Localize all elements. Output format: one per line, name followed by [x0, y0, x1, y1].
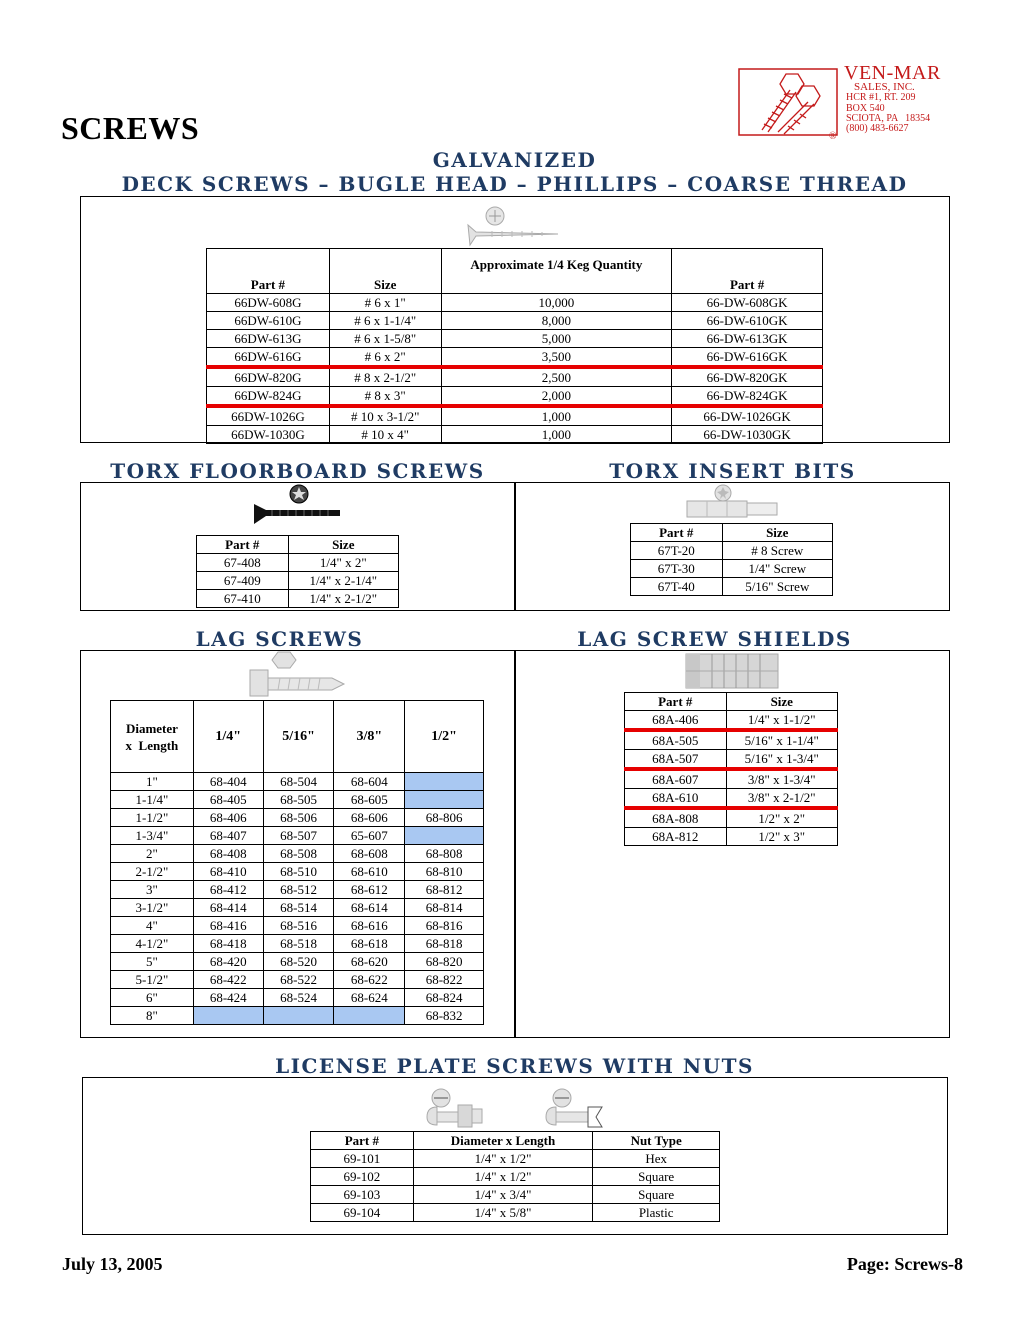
logo-phone: (800) 483-6627	[846, 123, 909, 134]
column-header: Approximate 1/4 Keg Quantity	[441, 249, 672, 294]
cell: 5,000	[441, 330, 672, 348]
table-row	[207, 387, 823, 407]
table-row	[625, 808, 838, 828]
lag-screws-heading: LAG SCREWS	[195, 627, 364, 651]
lag-screw-shields-heading: LAG SCREW SHIELDS	[577, 627, 852, 651]
column-header: Size	[722, 524, 832, 542]
cell: # 10 x 4"	[329, 426, 441, 444]
cell: # 10 x 3-1/2"	[329, 406, 441, 426]
unavailable-cell	[193, 1007, 263, 1025]
cell: 1-1/2"	[111, 809, 194, 827]
cell: Square	[593, 1186, 720, 1204]
unavailable-cell	[405, 827, 484, 845]
cell: 4"	[111, 917, 194, 935]
cell: 8"	[111, 1007, 194, 1025]
corner-header	[111, 701, 194, 773]
logo-address-3: SCIOTA, PA 18354	[846, 113, 931, 124]
cell: 6"	[111, 989, 194, 1007]
cell: 67-408	[197, 554, 289, 572]
cell: 3"	[111, 881, 194, 899]
table-row	[207, 312, 823, 330]
cell: 1/2" x 3"	[726, 828, 837, 846]
cell: 1/4" x 5/8"	[413, 1204, 593, 1222]
column-header: Diameter x Length	[413, 1132, 593, 1150]
footer-date: July 13, 2005	[62, 1254, 163, 1274]
plastic-nut-screw-icon	[542, 1087, 606, 1129]
cell: 68-824	[405, 989, 484, 1007]
cell: 4-1/2"	[111, 935, 194, 953]
galvanized-heading: GALVANIZED	[432, 148, 597, 172]
table-row	[111, 935, 484, 953]
cell: 66DW-1026G	[207, 406, 330, 426]
unavailable-cell	[263, 1007, 334, 1025]
hex-nut-screw-icon	[424, 1087, 486, 1129]
table-row	[207, 348, 823, 368]
torx-floorboard-heading: TORX FLOORBOARD SCREWS	[110, 459, 485, 483]
cell: 68-424	[193, 989, 263, 1007]
cell: 5"	[111, 953, 194, 971]
cell: 5/16" Screw	[722, 578, 832, 596]
cell: 1/4" x 2-1/2"	[288, 590, 398, 608]
cell: 68-412	[193, 881, 263, 899]
corner-header-line-2: x Length	[125, 737, 179, 753]
corner-header-line-1: Diameter	[125, 720, 178, 736]
table-row	[111, 917, 484, 935]
cell: 67T-20	[631, 542, 723, 560]
column-header: 3/8"	[334, 701, 405, 773]
column-header: 5/16"	[263, 701, 334, 773]
cell: 66DW-820G	[207, 367, 330, 387]
torx-floorboard-table	[196, 535, 399, 608]
column-header: Size	[329, 249, 441, 294]
cell: 68-414	[193, 899, 263, 917]
cell: 1/2" x 2"	[726, 808, 837, 828]
logo-name: VEN-MAR	[844, 62, 941, 84]
table-row	[111, 863, 484, 881]
cell: 68-806	[405, 809, 484, 827]
cell: 68-504	[263, 773, 334, 791]
cell: # 8 x 2-1/2"	[329, 367, 441, 387]
table-row	[197, 554, 399, 572]
cell: 68-420	[193, 953, 263, 971]
cell: 68-820	[405, 953, 484, 971]
cell: 68-616	[334, 917, 405, 935]
cell: 68-614	[334, 899, 405, 917]
cell: 66-DW-610GK	[672, 312, 823, 330]
cell: 68-604	[334, 773, 405, 791]
unavailable-cell	[334, 1007, 405, 1025]
cell: 1,000	[441, 406, 672, 426]
cell: 68-416	[193, 917, 263, 935]
cell: 68-810	[405, 863, 484, 881]
torx-divider	[514, 482, 516, 611]
cell: 2"	[111, 845, 194, 863]
cell: 68A-607	[625, 769, 727, 789]
column-header: 1/2"	[405, 701, 484, 773]
column-header: Part #	[672, 249, 823, 294]
cell: 69-104	[311, 1204, 414, 1222]
cell: 8,000	[441, 312, 672, 330]
license-plate-table	[310, 1131, 720, 1222]
cell: Plastic	[593, 1204, 720, 1222]
cell: 69-103	[311, 1186, 414, 1204]
cell: 66DW-608G	[207, 294, 330, 312]
cell: 1"	[111, 773, 194, 791]
cell: 1-3/4"	[111, 827, 194, 845]
torx-insert-bits-heading: TORX INSERT BITS	[609, 459, 856, 483]
cell: 5-1/2"	[111, 971, 194, 989]
table-row	[631, 560, 833, 578]
torx-floorboard-screw-icon	[252, 484, 344, 530]
cell: 68-622	[334, 971, 405, 989]
cell: 66-DW-820GK	[672, 367, 823, 387]
column-header: Part #	[625, 693, 727, 711]
column-header: Part #	[207, 249, 330, 294]
cell: 69-101	[311, 1150, 414, 1168]
cell: 3-1/2"	[111, 899, 194, 917]
cell: 1/4" x 1/2"	[413, 1168, 593, 1186]
cell: 66-DW-613GK	[672, 330, 823, 348]
cell: 68-606	[334, 809, 405, 827]
cell: # 6 x 1-5/8"	[329, 330, 441, 348]
table-row	[111, 899, 484, 917]
cell: 68-520	[263, 953, 334, 971]
deck-screws-table	[206, 248, 823, 444]
table-row	[311, 1204, 720, 1222]
table-row	[111, 989, 484, 1007]
table-row	[207, 406, 823, 426]
cell: 68-418	[193, 935, 263, 953]
table-row	[625, 789, 838, 809]
cell: 2,500	[441, 367, 672, 387]
cell: 68-518	[263, 935, 334, 953]
cell: # 6 x 1-1/4"	[329, 312, 441, 330]
cell: 68A-812	[625, 828, 727, 846]
cell: 10,000	[441, 294, 672, 312]
cell: 5/16" x 1-1/4"	[726, 730, 837, 750]
cell: 68-808	[405, 845, 484, 863]
page-title: SCREWS	[61, 110, 200, 146]
unavailable-cell	[405, 773, 484, 791]
cell: 66DW-824G	[207, 387, 330, 407]
table-row	[111, 881, 484, 899]
cell: 2-1/2"	[111, 863, 194, 881]
table-row	[311, 1150, 720, 1168]
cell: 1/4" x 2-1/4"	[288, 572, 398, 590]
cell: 66-DW-1026GK	[672, 406, 823, 426]
lag-screw-shield-icon	[684, 652, 780, 690]
table-row	[111, 773, 484, 791]
torx-insert-bit-icon	[685, 483, 781, 519]
logo-company: SALES, INC.	[854, 81, 915, 93]
table-row	[207, 294, 823, 312]
table-row	[111, 1007, 484, 1025]
cell: 68-605	[334, 791, 405, 809]
cell: 67T-30	[631, 560, 723, 578]
cell: 68-505	[263, 791, 334, 809]
table-row	[311, 1186, 720, 1204]
cell: # 6 x 1"	[329, 294, 441, 312]
cell: 1/4" x 3/4"	[413, 1186, 593, 1204]
cell: 67-410	[197, 590, 289, 608]
cell: 68A-507	[625, 750, 727, 770]
cell: 68A-406	[625, 711, 727, 731]
cell: 67T-40	[631, 578, 723, 596]
table-row	[207, 367, 823, 387]
lag-screws-table	[110, 700, 484, 1025]
cell: 68-404	[193, 773, 263, 791]
table-row	[111, 953, 484, 971]
cell: 3/8" x 2-1/2"	[726, 789, 837, 809]
table-row	[111, 845, 484, 863]
cell: # 6 x 2"	[329, 348, 441, 368]
cell: 66-DW-824GK	[672, 387, 823, 407]
table-row	[111, 827, 484, 845]
cell: 68-422	[193, 971, 263, 989]
column-header: Size	[288, 536, 398, 554]
logo-address-2: BOX 540	[846, 103, 885, 114]
table-row	[207, 426, 823, 444]
cell: 68-516	[263, 917, 334, 935]
cell: # 8 x 3"	[329, 387, 441, 407]
cell: 68-507	[263, 827, 334, 845]
table-row	[111, 791, 484, 809]
cell: Hex	[593, 1150, 720, 1168]
cell: 68-620	[334, 953, 405, 971]
column-header: Size	[726, 693, 837, 711]
table-row	[197, 572, 399, 590]
table-row	[111, 971, 484, 989]
column-header: 1/4"	[193, 701, 263, 773]
table-row	[631, 542, 833, 560]
cell: 68-618	[334, 935, 405, 953]
cell: 68-407	[193, 827, 263, 845]
cell: 5/16" x 1-3/4"	[726, 750, 837, 770]
cell: 1/4" x 1-1/2"	[726, 711, 837, 731]
cell: 65-607	[334, 827, 405, 845]
cell: 68-612	[334, 881, 405, 899]
cell: 68-506	[263, 809, 334, 827]
cell: 68A-505	[625, 730, 727, 750]
cell: 1/4" x 2"	[288, 554, 398, 572]
table-row	[625, 750, 838, 770]
cell: 3/8" x 1-3/4"	[726, 769, 837, 789]
footer-page-number: Page: Screws-8	[846, 1254, 963, 1274]
cell: 68-522	[263, 971, 334, 989]
cell: 68-510	[263, 863, 334, 881]
cell: 68-524	[263, 989, 334, 1007]
column-header: Part #	[197, 536, 289, 554]
cell: 3,500	[441, 348, 672, 368]
cell: 68-410	[193, 863, 263, 881]
cell: 68-814	[405, 899, 484, 917]
cell: 68-512	[263, 881, 334, 899]
cell: 68-832	[405, 1007, 484, 1025]
column-header: Part #	[311, 1132, 414, 1150]
table-row	[625, 828, 838, 846]
cell: 68-812	[405, 881, 484, 899]
unavailable-cell	[405, 791, 484, 809]
cell: 68-816	[405, 917, 484, 935]
cell: 1/4" x 1/2"	[413, 1150, 593, 1168]
table-row	[625, 730, 838, 750]
cell: 66DW-610G	[207, 312, 330, 330]
table-row	[625, 711, 838, 731]
cell: 68-514	[263, 899, 334, 917]
bugle-head-screw-icon	[462, 205, 562, 247]
cell: 67-409	[197, 572, 289, 590]
svg-text:®: ®	[829, 131, 837, 142]
table-row	[311, 1168, 720, 1186]
lag-screw-icon	[248, 650, 346, 700]
logo-address-1: HCR #1, RT. 209	[846, 92, 916, 103]
cell: 68-610	[334, 863, 405, 881]
cell: Square	[593, 1168, 720, 1186]
table-row	[625, 769, 838, 789]
cell: 68-508	[263, 845, 334, 863]
cell: 1/4" Screw	[722, 560, 832, 578]
table-row	[207, 330, 823, 348]
cell: 66DW-616G	[207, 348, 330, 368]
cell: 2,000	[441, 387, 672, 407]
cell: 66-DW-608GK	[672, 294, 823, 312]
cell: 66-DW-1030GK	[672, 426, 823, 444]
column-header: Nut Type	[593, 1132, 720, 1150]
cell: # 8 Screw	[722, 542, 832, 560]
cell: 68-624	[334, 989, 405, 1007]
cell: 68-406	[193, 809, 263, 827]
deck-screws-heading: DECK SCREWS – BUGLE HEAD – PHILLIPS – COARSE THREAD	[121, 172, 908, 196]
cell: 66DW-1030G	[207, 426, 330, 444]
column-header: Part #	[631, 524, 723, 542]
cell: 66-DW-616GK	[672, 348, 823, 368]
cell: 68A-610	[625, 789, 727, 809]
cell: 68-408	[193, 845, 263, 863]
cell: 66DW-613G	[207, 330, 330, 348]
lag-screw-shields-table	[624, 692, 838, 846]
cell: 68A-808	[625, 808, 727, 828]
torx-insert-bits-table	[630, 523, 833, 596]
table-row	[111, 809, 484, 827]
table-row	[631, 578, 833, 596]
logo-emblem-icon	[738, 68, 838, 142]
cell: 69-102	[311, 1168, 414, 1186]
cell: 1-1/4"	[111, 791, 194, 809]
table-row	[197, 590, 399, 608]
license-plate-heading: LICENSE PLATE SCREWS WITH NUTS	[275, 1054, 754, 1078]
cell: 68-822	[405, 971, 484, 989]
company-logo	[738, 62, 963, 142]
lag-divider	[514, 650, 516, 1038]
cell: 68-608	[334, 845, 405, 863]
cell: 68-818	[405, 935, 484, 953]
cell: 68-405	[193, 791, 263, 809]
cell: 1,000	[441, 426, 672, 444]
